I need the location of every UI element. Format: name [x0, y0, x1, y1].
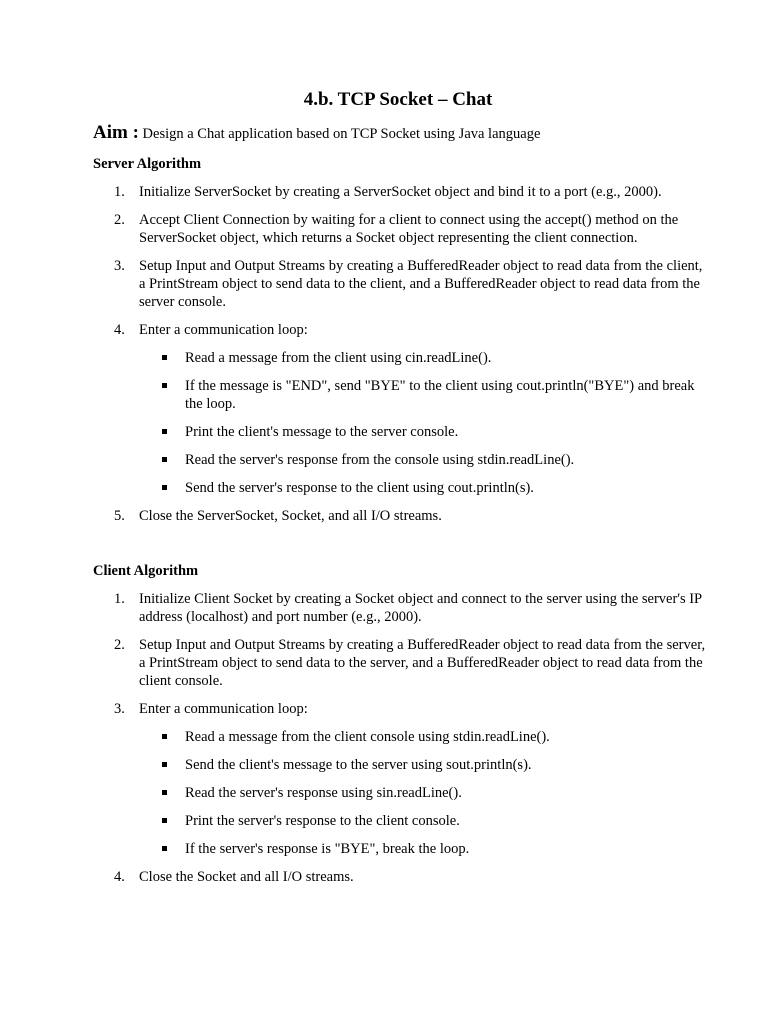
step-number: 1.	[114, 184, 125, 200]
loop-item-text: If the server's response is "BYE", break the loop.	[185, 841, 470, 857]
page-title: 4.b. TCP Socket – Chat	[303, 89, 493, 110]
step-number: 3.	[114, 701, 125, 717]
step-number: 2.	[114, 637, 125, 653]
loop-item-text: If the message is "END", send "BYE" to the client using cout.println("BYE") and break the loop.	[185, 378, 695, 412]
square-bullet-icon	[162, 457, 167, 462]
client-algorithm-heading: Client Algorithm	[93, 563, 199, 579]
step-text: Enter a communication loop:	[139, 322, 308, 338]
square-bullet-icon	[162, 846, 167, 851]
aim-label: Aim :	[93, 122, 139, 143]
client-step	[0, 590, 709, 626]
loop-item	[139, 377, 710, 413]
square-bullet-icon	[162, 383, 167, 388]
square-bullet-icon	[162, 485, 167, 490]
step-text: Close the ServerSocket, Socket, and all I/O streams.	[139, 508, 442, 524]
step-number: 3.	[114, 258, 125, 274]
loop-item	[139, 479, 710, 497]
server-loop-list	[139, 349, 709, 497]
loop-item	[139, 756, 710, 774]
loop-item-text: Read the server's response from the console using stdin.readLine().	[185, 452, 575, 468]
step-number: 4.	[114, 869, 125, 885]
step-text: Initialize ServerSocket by creating a ServerSocket object and bind it to a port (e.g., 2000).	[139, 184, 662, 200]
server-step	[0, 321, 709, 497]
step-number: 4.	[114, 322, 125, 338]
aim-line	[93, 122, 540, 145]
loop-item-text: Print the client's message to the server console.	[185, 424, 459, 440]
square-bullet-icon	[162, 355, 167, 360]
loop-item	[139, 728, 710, 746]
client-step	[0, 868, 709, 886]
step-text: Close the Socket and all I/O streams.	[139, 869, 354, 885]
client-step	[0, 636, 709, 690]
step-text: Accept Client Connection by waiting for a client to connect using the accept() method on the ServerSocket object, which returns a Socket object representing the client connection.	[139, 212, 679, 246]
loop-item-text: Read a message from the client console using stdin.readLine().	[185, 729, 550, 745]
loop-item	[139, 451, 710, 469]
server-step	[0, 183, 709, 201]
client-steps-list	[0, 590, 768, 896]
loop-item	[139, 840, 710, 858]
step-text: Enter a communication loop:	[139, 701, 308, 717]
square-bullet-icon	[162, 790, 167, 795]
loop-item-text: Send the server's response to the client using cout.println(s).	[185, 480, 534, 496]
step-text: Setup Input and Output Streams by creating a BufferedReader object to read data from the client, a PrintStream object to send data to the client, and a BufferedReader object to read data from the server console.	[139, 258, 703, 310]
server-steps-list	[0, 183, 768, 535]
server-step	[0, 257, 709, 311]
loop-item-text: Read a message from the client using cin.readLine().	[185, 350, 492, 366]
step-text: Setup Input and Output Streams by creating a BufferedReader object to read data from the server, a PrintStream object to send data to the server, and a BufferedReader object to read data from the client console.	[139, 637, 706, 689]
square-bullet-icon	[162, 762, 167, 767]
server-algorithm-heading: Server Algorithm	[93, 156, 202, 172]
loop-item	[139, 349, 710, 367]
loop-item	[139, 784, 710, 802]
client-step	[0, 700, 709, 858]
step-text: Initialize Client Socket by creating a Socket object and connect to the server using the server's IP address (localhost) and port number (e.g., 2000).	[139, 591, 702, 625]
loop-item-text: Send the client's message to the server using sout.println(s).	[185, 757, 532, 773]
loop-item	[139, 423, 710, 441]
client-loop-list	[139, 728, 709, 858]
aim-text: Design a Chat application based on TCP Socket using Java language	[142, 126, 541, 142]
loop-item-text: Print the server's response to the client console.	[185, 813, 460, 829]
step-number: 5.	[114, 508, 125, 524]
step-number: 2.	[114, 212, 125, 228]
square-bullet-icon	[162, 429, 167, 434]
square-bullet-icon	[162, 818, 167, 823]
loop-item	[139, 812, 710, 830]
square-bullet-icon	[162, 734, 167, 739]
loop-item-text: Read the server's response using sin.readLine().	[185, 785, 462, 801]
server-step	[0, 507, 709, 525]
server-step	[0, 211, 709, 247]
step-number: 1.	[114, 591, 125, 607]
